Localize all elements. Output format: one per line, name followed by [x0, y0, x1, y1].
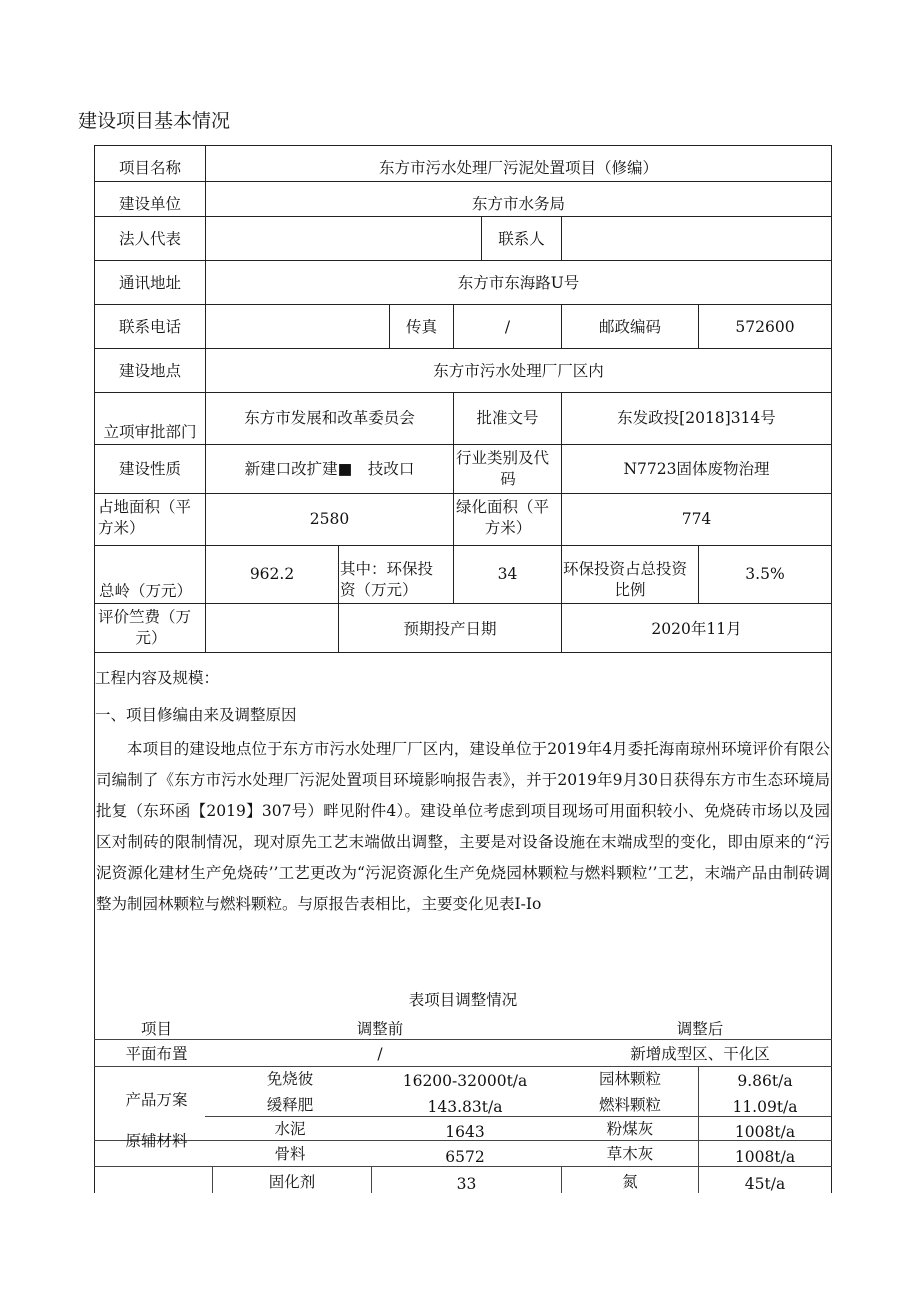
- nature-label: 建设性质: [118, 460, 181, 478]
- project-name-label: 项目名称: [118, 159, 181, 177]
- env-ratio-value: 3.5%: [745, 565, 785, 583]
- postcode-value: 572600: [735, 318, 795, 336]
- green-area-label: 绿化面积（平 方米）: [456, 498, 550, 537]
- material-after-value: 1008t/a: [734, 1148, 796, 1166]
- material-before-value: 6572: [445, 1148, 485, 1166]
- approval-dept-label: 立项审批部门: [103, 423, 197, 441]
- legal-rep-label: 法人代表: [118, 230, 181, 248]
- expected-date-value: 2020年11月: [651, 620, 742, 638]
- total-investment-label: 总岭（万元）: [99, 582, 193, 600]
- approval-dept-value: 东方市发展和改革委员会: [244, 409, 415, 427]
- address-label: 通讯地址: [118, 274, 181, 292]
- site-value: 东方市污水处理厂厂区内: [433, 362, 604, 380]
- approval-no-label: 批准文号: [476, 409, 539, 427]
- builder-label: 建设单位: [118, 195, 181, 213]
- layout-label: 平面布置: [125, 1045, 188, 1063]
- material-after-value: 45t/a: [744, 1175, 786, 1193]
- builder-value: 东方市水务局: [471, 195, 565, 213]
- product-label: 产品万案: [125, 1091, 188, 1109]
- eval-fee-label: 评价竺费（万 元）: [98, 608, 192, 647]
- description-paragraph: 本项目的建设地点位于东方市污水处理厂厂区内，建设单位于2019年4月委托海南琼州环境评价有限公司编制了《东方市污水处理厂污泥处置项目环境影响报告表》，并于2019年9月30日获得东方市生态环境局批复（东环函【2019】307号）畔见附件4）。建设单位考虑到项目现场可用面积较小、免烧砖市场以及园区对制砖的限制情况，现对原先工艺末端做出调整，主要是对设备设施在末端成型的变化，即由原来的“污泥资源化建材生产免烧砖’’工艺更改为“污泥资源化生产免烧园林颗粒与燃料颗粒’’工艺，末端产品由制砖调整为制园林颗粒与燃料颗粒。与原报告表相比，主要变化见表I-Io: [96, 740, 830, 913]
- contact-label: 联系人: [498, 230, 545, 248]
- address-value: 东方市东海路U号: [457, 274, 580, 292]
- scope-heading: 工程内容及规模：: [95, 669, 220, 687]
- phone-label: 联系电话: [118, 318, 181, 336]
- product-before-name: 缓释肥: [266, 1096, 314, 1114]
- env-ratio-label: 环保投资占总投资 比例: [563, 560, 688, 599]
- product-before-value: 16200-32000t/a: [402, 1072, 528, 1090]
- material-before-name: 水泥: [274, 1120, 306, 1138]
- material-after-name: 草木灰: [606, 1145, 654, 1163]
- product-before-value: 143.83t/a: [427, 1098, 503, 1116]
- material-before-value: 1643: [445, 1123, 485, 1141]
- site-label: 建设地点: [118, 362, 181, 380]
- product-after-name: 燃料颗粒: [598, 1096, 661, 1114]
- material-after-name: 氮: [622, 1173, 638, 1191]
- green-area-value: 774: [681, 510, 712, 528]
- material-after-name: 粉煤灰: [606, 1120, 654, 1138]
- fax-value: /: [504, 318, 511, 336]
- header-after: 调整后: [676, 1020, 724, 1038]
- fax-label: 传真: [405, 318, 437, 336]
- page-title: 建设项目基本情况: [78, 110, 231, 132]
- total-investment-value: 962.2: [249, 565, 295, 583]
- material-after-value: 1008t/a: [734, 1123, 796, 1141]
- material-before-value: 33: [456, 1175, 477, 1193]
- industry-label: 行业类别及代 码: [456, 449, 550, 488]
- env-investment-label: 其中：环保投 资（万元）: [340, 560, 434, 599]
- header-item: 项目: [140, 1020, 172, 1038]
- inner-table-caption: 表项目调整情况: [408, 991, 518, 1009]
- material-before-name: 骨料: [274, 1145, 306, 1163]
- layout-after: 新增成型区、干化区: [630, 1045, 770, 1063]
- nature-value: 新建口改扩建■ 技改口: [244, 460, 415, 478]
- project-name-value: 东方市污水处理厂污泥处置项目（修编）: [378, 159, 658, 177]
- approval-no-value: 东发政投[2018]314号: [617, 409, 776, 427]
- layout-before: /: [377, 1045, 383, 1063]
- product-after-value: 11.09t/a: [732, 1098, 798, 1116]
- material-label: 原辅材料: [125, 1132, 188, 1150]
- industry-value: N7723固体废物治理: [623, 460, 770, 478]
- postcode-label: 邮政编码: [598, 318, 661, 336]
- product-after-name: 园林颗粒: [598, 1070, 661, 1088]
- header-before: 调整前: [356, 1020, 404, 1038]
- product-before-name: 免烧彼: [266, 1070, 314, 1088]
- material-before-name: 固化剂: [268, 1173, 316, 1191]
- section-heading: 一、项目修编由来及调整原因: [95, 706, 297, 724]
- env-investment-value: 34: [497, 565, 518, 583]
- expected-date-label: 预期投产日期: [403, 620, 497, 638]
- land-area-label: 占地面积（平 方米）: [98, 498, 192, 537]
- product-after-value: 9.86t/a: [737, 1072, 793, 1090]
- land-area-value: 2580: [309, 510, 350, 528]
